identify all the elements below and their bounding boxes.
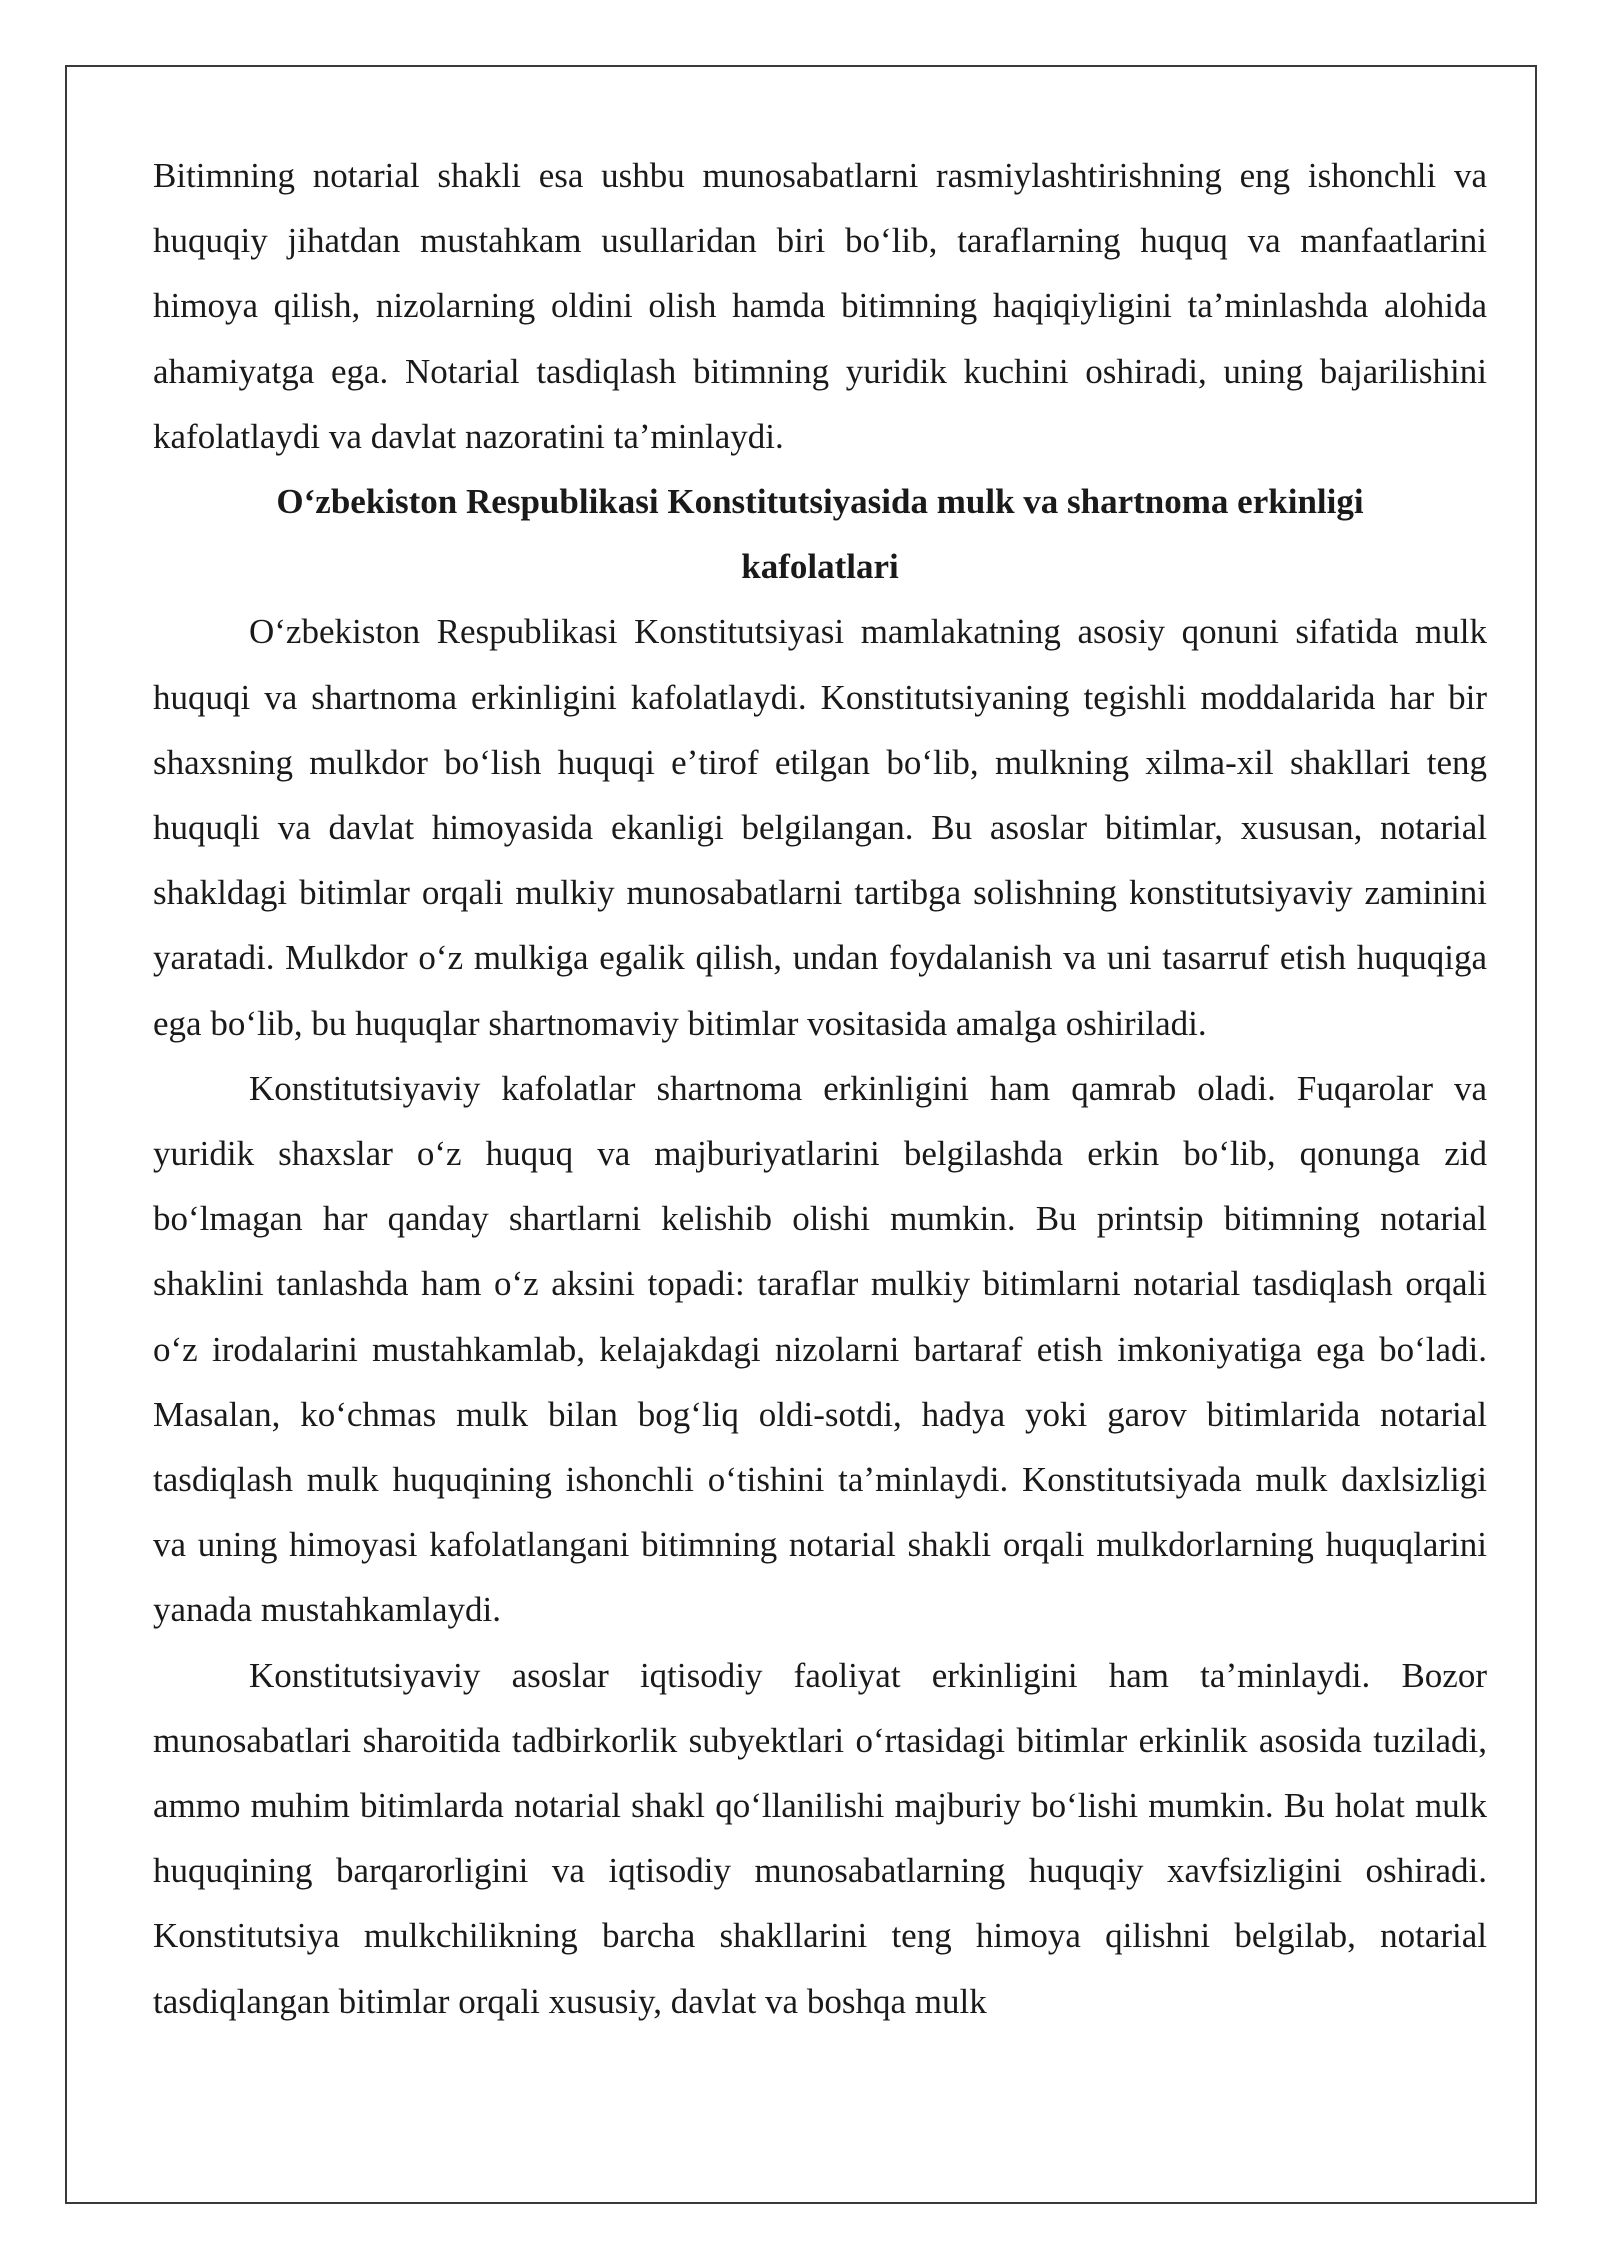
document-body <box>153 143 1487 2034</box>
paragraph-constitution-property: Oʻzbekiston Respublikasi Konstitutsiyasi mamlakatning asosiy qonuni sifatida mulk huquqi va shartnoma erkinligini kafolatlaydi. Konstitutsiyaning tegishli moddalarida har bir shaxsning mulkdor boʻlish huquqi eʼtirof etilgan boʻlib, mulkning xilma-xil shakllari teng huquqli va davlat himoyasida ekanligi belgilangan. Bu asoslar bitimlar, xususan, notarial shakldagi bitimlar orqali mulkiy munosabatlarni tartibga solishning konstitutsiyaviy zaminini yaratadi. Mulkdor oʻz mulkiga egalik qilish, undan foydalanish va uni tasarruf etish huquqiga ega boʻlib, bu huquqlar shartnomaviy bitimlar vositasida amalga oshiriladi. <box>153 612 1487 1043</box>
paragraph-economic-freedom: Konstitutsiyaviy asoslar iqtisodiy faoliyat erkinligini ham taʼminlaydi. Bozor munosabatlari sharoitida tadbirkorlik subyektlari oʻrtasidagi bitimlar erkinlik asosida tuziladi, ammo muhim bitimlarda notarial shakl qoʻllanilishi majburiy boʻlishi mumkin. Bu holat mulk huquqining barqarorligini va iqtisodiy munosabatlarning huquqiy xavfsizligini oshiradi. Konstitutsiya mulkchilikning barcha shakllarini teng himoya qilishni belgilab, notarial tasdiqlangan bitimlar orqali xususiy, davlat va boshqa mulk <box>153 1655 1487 2021</box>
paragraph-contract-freedom: Konstitutsiyaviy kafolatlar shartnoma erkinligini ham qamrab oladi. Fuqarolar va yuridik shaxslar oʻz huquq va majburiyatlarini belgilashda erkin boʻlib, qonunga zid boʻlmagan har qanday shartlarni kelishib olishi mumkin. Bu printsip bitimning notarial shaklini tanlashda ham oʻz aksini topadi: taraflar mulkiy bitimlarni notarial tasdiqlash orqali oʻz irodalarini mustahkamlab, kelajakdagi nizolarni bartaraf etish imkoniyatiga ega boʻladi. Masalan, koʻchmas mulk bilan bogʻliq oldi-sotdi, hadya yoki garov bitimlarida notarial tasdiqlash mulk huquqining ishonchli oʻtishini taʼminlaydi. Konstitutsiyada mulk daxlsizligi va uning himoyasi kafolatlangani bitimning notarial shakli orqali mulkdorlarning huquqlarini yanada mustahkamlaydi. <box>153 1068 1487 1630</box>
paragraph-intro: Bitimning notarial shakli esa ushbu munosabatlarni rasmiylashtirishning eng ishonchli va huquqiy jihatdan mustahkam usullaridan biri boʻlib, taraflarning huquq va manfaatlarini himoya qilish, nizolarning oldini olish hamda bitimning haqiqiyligini taʼminlashda alohida ahamiyatga ega. Notarial tasdiqlash bitimning yuridik kuchini oshiradi, uning bajarilishini kafolatlaydi va davlat nazoratini taʼminlaydi. <box>153 156 1487 456</box>
section-heading: Oʻzbekiston Respublikasi Konstitutsiyasida mulk va shartnoma erkinligi kafolatlari <box>276 482 1364 587</box>
